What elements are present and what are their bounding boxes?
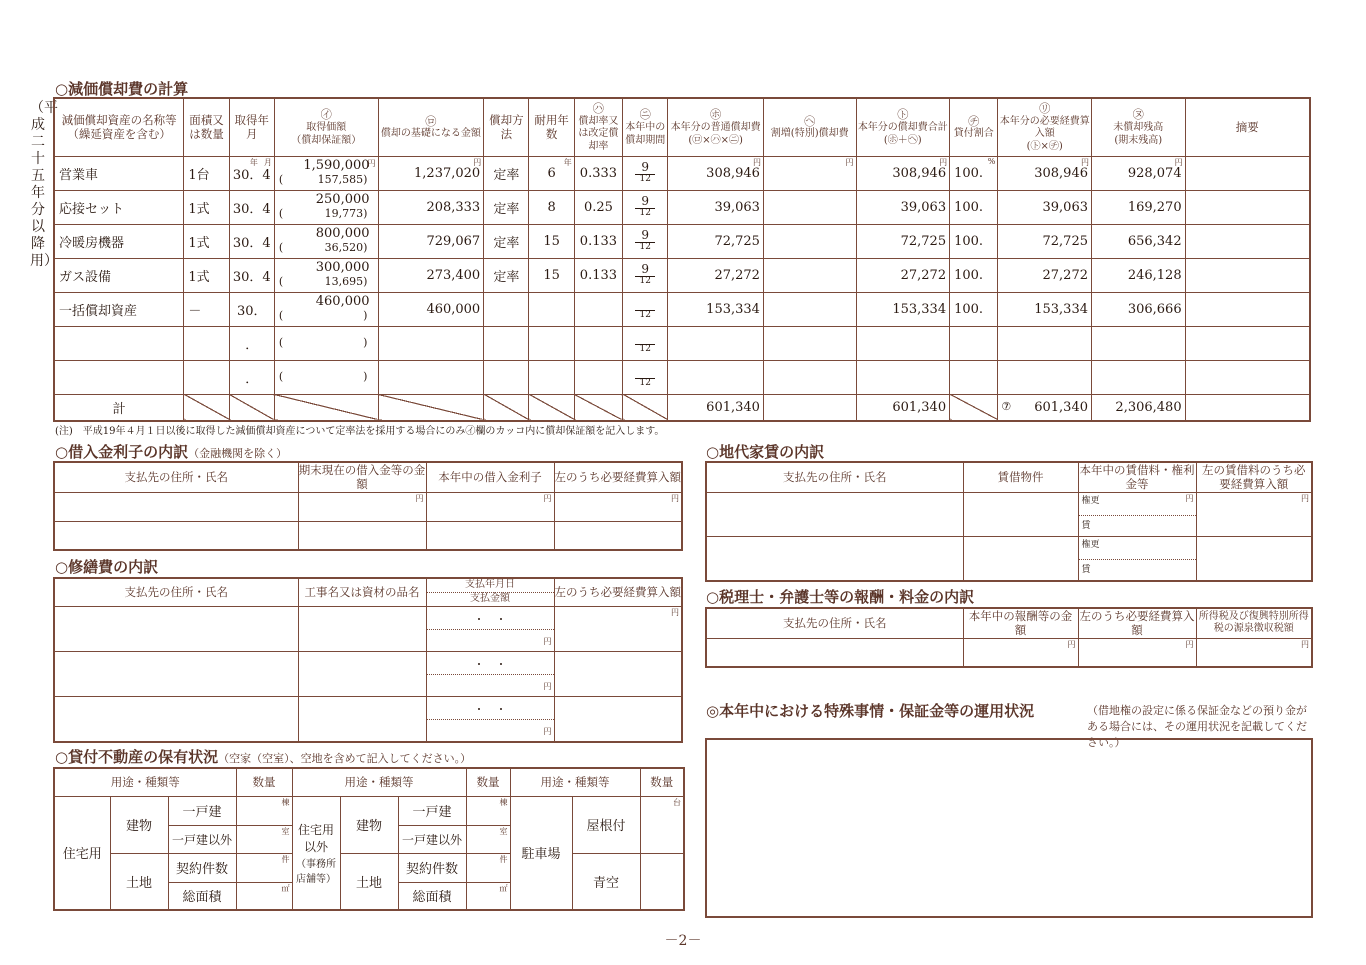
asset-name[interactable]: 営業車 — [54, 156, 184, 190]
asset-remarks[interactable] — [1185, 156, 1310, 190]
loan-header-payee: 支払先の住所・氏名 — [54, 462, 298, 492]
fee-header-amount: 本年中の報酬等の金額 — [963, 608, 1078, 638]
asset-normal[interactable] — [668, 326, 764, 360]
asset-base[interactable]: 円 1,237,020 — [378, 156, 484, 190]
loan-header-balance: 期末現在の借入金等の金額 — [298, 463, 426, 492]
asset-special[interactable] — [763, 224, 856, 258]
asset-total[interactable]: 27,272 — [856, 258, 950, 292]
asset-lend[interactable]: 100. — [950, 292, 998, 326]
loan-cell[interactable] — [298, 521, 426, 550]
asset-method[interactable]: 定率 — [484, 156, 529, 190]
asset-period[interactable]: 9 12 — [623, 156, 668, 190]
prop-land: 土地 — [110, 853, 168, 910]
prop-qty-cell[interactable]: 件 — [236, 853, 292, 882]
header-life: 耐用年数 — [529, 98, 574, 156]
asset-price[interactable]: 800,000 ( 36,520) — [274, 224, 378, 258]
prop-qty-cell[interactable]: 室 — [236, 825, 292, 853]
asset-rate[interactable] — [574, 326, 622, 360]
total-necessary: ⑦ 601,340 — [998, 394, 1092, 421]
repair-cell[interactable] — [298, 696, 426, 742]
asset-balance[interactable]: 169,270 — [1092, 190, 1186, 224]
special-sub: （借地権の設定に係る保証金などの預り金がある場合には、その運用状況を記載してください。） — [1087, 704, 1307, 749]
asset-normal[interactable]: 72,725 — [668, 224, 764, 258]
header-acq-price: ㋑ 取得価額 （償却保証額） — [274, 98, 378, 156]
asset-necessary[interactable] — [998, 326, 1092, 360]
asset-price[interactable]: 300,000 ( 13,695) — [274, 258, 378, 292]
land-section-title: ○地代家賃の内訳 — [706, 443, 825, 461]
land-cell[interactable] — [1196, 536, 1312, 581]
repair-date-amount-cell[interactable]: ・ ・ 円 — [426, 696, 554, 742]
loan-section-title: ○借入金利子の内訳（金融機関を除く） — [55, 443, 288, 461]
repair-header-necessary: 左のうち必要経費算入額 — [554, 578, 682, 606]
asset-life[interactable] — [529, 326, 574, 360]
asset-special[interactable] — [763, 292, 856, 326]
fee-header-payee: 支払先の住所・氏名 — [706, 608, 963, 638]
page-number: －2－ — [664, 933, 702, 949]
asset-remarks[interactable] — [1185, 224, 1310, 258]
loan-cell[interactable] — [426, 521, 554, 550]
asset-method[interactable]: 定率 — [484, 258, 529, 292]
fee-cell[interactable] — [706, 638, 963, 667]
asset-normal[interactable]: 39,063 — [668, 190, 764, 224]
repair-header-payee: 支払先の住所・氏名 — [54, 578, 298, 606]
depreciation-row — [54, 292, 1310, 326]
header-acq-date: 取得年月 — [229, 98, 274, 156]
header-base: ㋺ 償却の基礎になる金額 — [378, 98, 484, 156]
asset-balance[interactable]: 656,342 — [1092, 224, 1186, 258]
asset-qty[interactable]: － — [184, 292, 229, 326]
asset-method[interactable]: 定率 — [484, 190, 529, 224]
loan-cell[interactable] — [554, 521, 682, 550]
prop-area: 総面積 — [168, 882, 236, 910]
diag-cell — [574, 394, 622, 421]
diag-cell — [950, 394, 998, 421]
asset-base[interactable] — [378, 326, 484, 360]
asset-base[interactable]: 273,400 — [378, 258, 484, 292]
loan-table — [53, 461, 683, 551]
prop-area-2: 総面積 — [398, 882, 466, 910]
asset-period[interactable]: 12 — [623, 326, 668, 360]
repair-date-amount-cell[interactable]: ・ ・ 円 — [426, 651, 554, 696]
asset-special[interactable] — [763, 326, 856, 360]
asset-name[interactable]: 冷暖房機器 — [54, 224, 184, 258]
asset-date[interactable]: 30．4 — [229, 190, 274, 224]
asset-necessary[interactable]: 72,725 — [998, 224, 1092, 258]
asset-name[interactable] — [54, 326, 184, 360]
asset-life[interactable]: 8 — [529, 190, 574, 224]
asset-normal[interactable]: 27,272 — [668, 258, 764, 292]
fee-section-title: ○税理士・弁護士等の報酬・料金の内訳 — [706, 588, 975, 606]
prop-qty-cell[interactable]: 件 — [466, 853, 510, 882]
asset-date[interactable]: 30． — [229, 292, 274, 326]
land-cell[interactable] — [963, 536, 1078, 581]
asset-total[interactable]: 72,725 — [856, 224, 950, 258]
asset-qty[interactable]: 1式 — [184, 258, 229, 292]
asset-remarks[interactable] — [1185, 190, 1310, 224]
asset-qty[interactable]: 1式 — [184, 224, 229, 258]
asset-life[interactable] — [529, 292, 574, 326]
depreciation-row — [54, 190, 1310, 224]
land-cell[interactable]: 円 — [1196, 492, 1312, 536]
asset-necessary[interactable]: 153,334 — [998, 292, 1092, 326]
asset-price[interactable]: ( ) — [274, 326, 378, 360]
fee-header-withholding: 所得税及び復興特別所得税の源泉徴収税額 — [1196, 608, 1312, 638]
loan-cell[interactable]: 円 — [426, 492, 554, 521]
land-header-necessary: 左の賃借料のうち必要経費算入額 — [1196, 462, 1312, 492]
header-special: ㋬ 割増(特別)償却費 — [763, 98, 856, 156]
repair-cell[interactable]: 円 — [554, 606, 682, 651]
asset-base[interactable] — [378, 360, 484, 394]
asset-date[interactable]: ． — [229, 360, 274, 394]
asset-balance[interactable] — [1092, 360, 1186, 394]
asset-qty[interactable] — [184, 360, 229, 394]
asset-normal[interactable]: 153,334 — [668, 292, 764, 326]
repair-cell[interactable] — [54, 606, 298, 651]
asset-base[interactable]: 729,067 — [378, 224, 484, 258]
prop-qty-cell[interactable] — [640, 853, 684, 910]
prop-land-2: 土地 — [340, 853, 398, 910]
fee-cell[interactable]: 円 — [1196, 638, 1312, 667]
asset-rate[interactable]: 0.25 — [574, 190, 622, 224]
prop-building: 建物 — [110, 796, 168, 853]
fee-table — [705, 607, 1313, 668]
special-textarea[interactable] — [705, 738, 1313, 918]
asset-life[interactable]: 15 — [529, 224, 574, 258]
depreciation-row — [54, 224, 1310, 258]
header-period: ㋥ 本年中の償却期間 — [623, 98, 668, 156]
asset-necessary[interactable]: 円 308,946 — [998, 156, 1092, 190]
repair-cell[interactable] — [554, 651, 682, 696]
diag-cell — [184, 394, 229, 421]
depreciation-row — [54, 156, 1310, 190]
asset-rate[interactable] — [574, 292, 622, 326]
header-method: 償却方法 — [484, 98, 529, 156]
repair-header-date-amount: 支払年月日 支払金額 — [426, 578, 554, 606]
asset-price[interactable]: ( ) — [274, 360, 378, 394]
depreciation-row — [54, 258, 1310, 292]
diag-cell — [378, 394, 484, 421]
prop-non-residential: 住宅用以外 （事務所店舗等） — [292, 796, 340, 910]
asset-life[interactable]: 15 — [529, 258, 574, 292]
depreciation-row — [54, 326, 1310, 360]
header-rate: ㋩ 償却率又は改定償却率 — [574, 98, 622, 156]
asset-remarks[interactable] — [1185, 360, 1310, 394]
asset-necessary[interactable]: 27,272 — [998, 258, 1092, 292]
asset-lend[interactable] — [950, 326, 998, 360]
asset-lend[interactable]: 100. — [950, 224, 998, 258]
prop-detached: 一戸建 — [168, 796, 236, 825]
prop-residential: 住宅用 — [54, 796, 110, 910]
total-label: 計 — [54, 394, 184, 421]
land-table — [705, 461, 1313, 582]
asset-remarks[interactable] — [1185, 258, 1310, 292]
asset-necessary[interactable] — [998, 360, 1092, 394]
asset-period[interactable]: 9 12 — [623, 190, 668, 224]
property-section-title: ○貸付不動産の保有状況（空家（空室）、空地を含めて記入してください。） — [55, 748, 472, 766]
asset-period[interactable]: 12 — [623, 360, 668, 394]
prop-header-use-2: 用途・種類等 — [292, 768, 466, 796]
loan-header-necessary: 左のうち必要経費算入額 — [554, 462, 682, 492]
asset-lend[interactable] — [950, 360, 998, 394]
asset-normal[interactable] — [668, 360, 764, 394]
land-header-payee: 支払先の住所・氏名 — [706, 462, 963, 492]
loan-header-interest: 本年中の借入金利子 — [426, 462, 554, 492]
repair-cell[interactable] — [54, 696, 298, 742]
depreciation-total-row — [54, 394, 1310, 421]
prop-qty-cell[interactable]: 台 — [640, 796, 684, 853]
asset-life[interactable]: 年 6 — [529, 156, 574, 190]
asset-method[interactable] — [484, 292, 529, 326]
asset-special[interactable] — [763, 258, 856, 292]
diag-cell — [529, 394, 574, 421]
header-remarks: 摘要 — [1185, 98, 1310, 156]
repair-section-title: ○修繕費の内訳 — [55, 558, 159, 576]
asset-date[interactable]: 30．4 — [229, 224, 274, 258]
asset-period[interactable]: 12 — [623, 292, 668, 326]
total-normal: 601,340 — [668, 394, 764, 421]
asset-remarks[interactable] — [1185, 326, 1310, 360]
prop-non-detached-2: 一戸建以外 — [398, 825, 466, 853]
repair-row — [54, 606, 682, 651]
asset-method[interactable]: 定率 — [484, 224, 529, 258]
prop-building-2: 建物 — [340, 796, 398, 853]
property-table — [53, 767, 685, 911]
total-balance: 2,306,480 — [1092, 394, 1186, 421]
prop-header-qty-3: 数量 — [640, 768, 684, 796]
repair-table — [53, 577, 683, 743]
asset-name[interactable]: ガス設備 — [54, 258, 184, 292]
asset-method[interactable] — [484, 326, 529, 360]
diag-cell — [623, 394, 668, 421]
asset-base[interactable]: 208,333 — [378, 190, 484, 224]
land-cell[interactable] — [706, 492, 963, 536]
header-area: 面積又は数量 — [184, 98, 229, 156]
land-rent-cell[interactable]: 権更 円 賃 — [1078, 492, 1196, 536]
prop-header-use-1: 用途・種類等 — [54, 768, 236, 796]
vertical-year-label: （平成二十五年分以降用） — [30, 100, 58, 269]
total-special — [763, 394, 856, 421]
repair-cell[interactable] — [298, 606, 426, 651]
header-total: ㋣ 本年分の償却費合計 (㋭＋㋬) — [856, 98, 950, 156]
total-mark: ⑦ — [1001, 399, 1012, 413]
asset-name[interactable]: 応接セット — [54, 190, 184, 224]
total-remarks — [1185, 394, 1310, 421]
prop-detached-2: 一戸建 — [398, 796, 466, 825]
asset-price[interactable]: 円 1,590,000 ( 157,585) — [274, 156, 378, 190]
prop-qty-cell[interactable]: ㎡ — [466, 882, 510, 910]
depreciation-section-title: ○減価償却費の計算 — [55, 80, 189, 98]
asset-total[interactable] — [856, 360, 950, 394]
header-lend: ㋠ 貸付割合 — [950, 98, 998, 156]
asset-qty[interactable] — [184, 326, 229, 360]
prop-qty-cell[interactable]: 室 — [466, 825, 510, 853]
prop-header-qty-2: 数量 — [466, 768, 510, 796]
loan-cell[interactable] — [54, 521, 298, 550]
prop-qty-cell[interactable]: ㎡ — [236, 882, 292, 910]
asset-balance[interactable]: 246,128 — [1092, 258, 1186, 292]
loan-cell[interactable] — [54, 492, 298, 521]
asset-balance[interactable]: 円 928,074 — [1092, 156, 1186, 190]
note-text: (注) 平成19年４月１日以後に取得した減価償却資産について定率法を採用する場合にのみ㋑欄のカッコ内に償却保証額を記入します。 — [55, 426, 665, 437]
fee-cell[interactable]: 円 — [1078, 638, 1196, 667]
asset-balance[interactable]: 306,666 — [1092, 292, 1186, 326]
land-cell[interactable] — [963, 492, 1078, 536]
land-rent-cell[interactable]: 権更 賃 — [1078, 536, 1196, 581]
asset-special[interactable]: 円 — [763, 156, 856, 190]
asset-price[interactable]: 460,000 ( ) — [274, 292, 378, 326]
prop-parking: 駐車場 — [510, 796, 572, 910]
asset-rate[interactable]: 0.133 — [574, 258, 622, 292]
land-cell[interactable] — [706, 536, 963, 581]
asset-rate[interactable]: 0.333 — [574, 156, 622, 190]
repair-cell[interactable] — [54, 651, 298, 696]
asset-balance[interactable] — [1092, 326, 1186, 360]
asset-method[interactable] — [484, 360, 529, 394]
land-header-rent: 本年中の賃借料・権利金等 — [1079, 463, 1195, 492]
asset-total[interactable] — [856, 326, 950, 360]
asset-normal[interactable]: 円 308,946 — [668, 156, 764, 190]
header-balance: ㋦ 未償却残高 (期末残高) — [1092, 98, 1186, 156]
prop-header-use-3: 用途・種類等 — [510, 768, 640, 796]
fee-header-necessary: 左のうち必要経費算入額 — [1079, 609, 1195, 638]
asset-total[interactable]: 円 308,946 — [856, 156, 950, 190]
prop-qty-cell[interactable]: 棟 — [466, 796, 510, 825]
repair-cell[interactable] — [298, 651, 426, 696]
repair-row — [54, 696, 682, 742]
header-normal: ㋭ 本年分の普通償却費 (㋺×㋩×㋥) — [668, 98, 764, 156]
land-header-property: 賃借物件 — [963, 462, 1078, 492]
asset-total[interactable]: 39,063 — [856, 190, 950, 224]
total-total: 601,340 — [856, 394, 950, 421]
asset-special[interactable] — [763, 190, 856, 224]
header-asset-name: 減価償却資産の名称等（繰延資産を含む） — [54, 98, 184, 156]
asset-period[interactable]: 9 12 — [623, 224, 668, 258]
repair-row — [54, 651, 682, 696]
asset-lend[interactable]: 100. — [950, 190, 998, 224]
loan-cell[interactable]: 円 — [554, 492, 682, 521]
repair-header-item: 工事名又は資材の品名 — [298, 578, 426, 606]
asset-period[interactable]: 9 12 — [623, 258, 668, 292]
prop-roofed: 屋根付 — [572, 796, 640, 853]
prop-contracts-2: 契約件数 — [398, 853, 466, 882]
asset-life[interactable] — [529, 360, 574, 394]
depreciation-table — [53, 97, 1311, 422]
asset-qty[interactable]: 1式 — [184, 190, 229, 224]
asset-qty[interactable]: 1台 — [184, 156, 229, 190]
prop-non-detached: 一戸建以外 — [168, 825, 236, 853]
asset-date[interactable]: 年 月 30．4 — [229, 156, 274, 190]
diag-cell — [229, 394, 274, 421]
prop-qty-cell[interactable]: 棟 — [236, 796, 292, 825]
asset-rate[interactable] — [574, 360, 622, 394]
diag-cell — [484, 394, 529, 421]
asset-date[interactable]: 30．4 — [229, 258, 274, 292]
repair-date-amount-cell[interactable]: ・ ・ 円 — [426, 606, 554, 651]
asset-name[interactable] — [54, 360, 184, 394]
loan-cell[interactable]: 円 — [298, 492, 426, 521]
prop-header-qty-1: 数量 — [236, 768, 292, 796]
asset-remarks[interactable] — [1185, 292, 1310, 326]
fee-cell[interactable]: 円 — [963, 638, 1078, 667]
asset-lend[interactable]: 100. — [950, 258, 998, 292]
asset-lend[interactable]: % 100. — [950, 156, 998, 190]
asset-name[interactable]: 一括償却資産 — [54, 292, 184, 326]
asset-date[interactable]: ． — [229, 326, 274, 360]
asset-special[interactable] — [763, 360, 856, 394]
asset-base[interactable]: 460,000 — [378, 292, 484, 326]
repair-cell[interactable] — [554, 696, 682, 742]
special-section-title: ◎本年中における特殊事情・保証金等の運用状況 — [706, 702, 1035, 720]
header-necessary: ㋷ 本年分の必要経費算入額 (㋣×㋠) — [998, 98, 1092, 156]
depreciation-row — [54, 360, 1310, 394]
asset-price[interactable]: 250,000 ( 19,773) — [274, 190, 378, 224]
asset-total[interactable]: 153,334 — [856, 292, 950, 326]
asset-rate[interactable]: 0.133 — [574, 224, 622, 258]
diag-cell — [274, 394, 378, 421]
asset-necessary[interactable]: 39,063 — [998, 190, 1092, 224]
prop-open: 青空 — [572, 853, 640, 910]
prop-contracts: 契約件数 — [168, 853, 236, 882]
